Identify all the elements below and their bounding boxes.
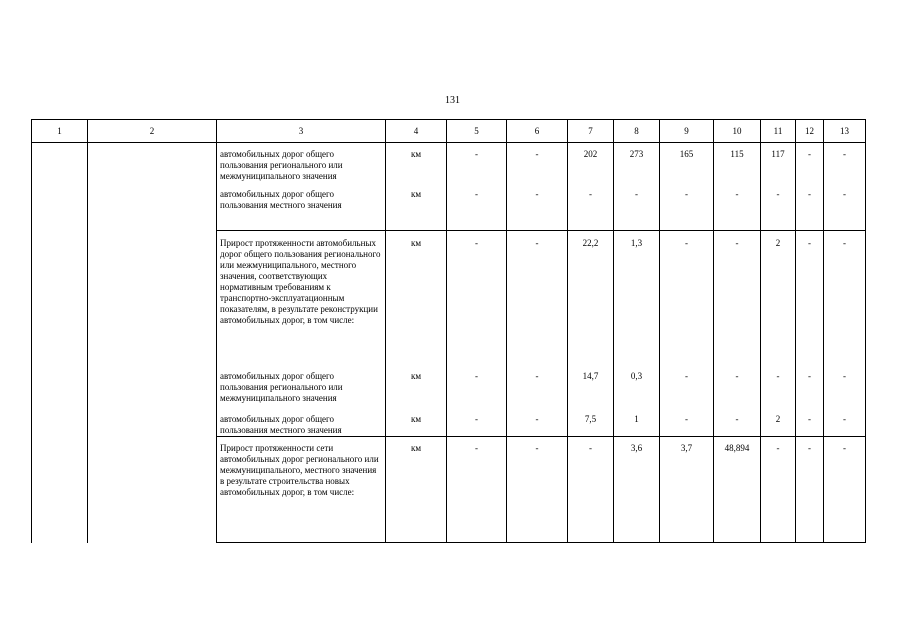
value-cell: 48,894	[714, 437, 761, 543]
col-header-2: 2	[88, 120, 217, 143]
value-cell: 273	[614, 143, 660, 190]
value-cell: 2	[761, 231, 796, 366]
value-cell: -	[714, 409, 761, 437]
value-cell: 1,3	[614, 231, 660, 366]
value-cell: -	[761, 437, 796, 543]
value-cell: -	[447, 409, 507, 437]
value-cell: -	[660, 409, 714, 437]
value-cell: -	[507, 189, 568, 231]
value-cell: -	[660, 189, 714, 231]
value-cell: -	[714, 231, 761, 366]
row-description: автомобильных дорог общего пользования регионального или межмуниципального значения	[217, 365, 386, 409]
value-cell: 14,7	[568, 365, 614, 409]
value-cell: -	[824, 231, 866, 366]
value-cell: -	[824, 409, 866, 437]
col-header-6: 6	[507, 120, 568, 143]
value-cell: 2	[761, 409, 796, 437]
value-cell: 202	[568, 143, 614, 190]
value-cell: -	[507, 231, 568, 366]
value-cell: -	[824, 365, 866, 409]
value-cell: -	[507, 365, 568, 409]
col-header-13: 13	[824, 120, 866, 143]
row-description: автомобильных дорог общего пользования регионального или межмуниципального значения	[217, 143, 386, 190]
value-cell: -	[796, 189, 824, 231]
value-cell: -	[796, 365, 824, 409]
col-header-4: 4	[386, 120, 447, 143]
cell-col1	[32, 143, 88, 543]
value-cell: -	[660, 231, 714, 366]
value-cell: -	[824, 143, 866, 190]
indicators-table	[31, 119, 866, 543]
col-header-8: 8	[614, 120, 660, 143]
col-header-11: 11	[761, 120, 796, 143]
value-cell: -	[447, 365, 507, 409]
table-row	[32, 143, 866, 190]
value-cell: -	[614, 189, 660, 231]
value-cell: -	[447, 437, 507, 543]
row-description: Прирост протяженности сети автомобильных дорог регионального или межмуниципального, местного значения в результате строительства новых автомобильных дорог, в том числе:	[217, 437, 386, 543]
value-cell: -	[714, 189, 761, 231]
unit-cell: км	[386, 231, 447, 366]
value-cell: 117	[761, 143, 796, 190]
row-description: автомобильных дорог общего пользования местного значения	[217, 409, 386, 437]
value-cell: -	[796, 409, 824, 437]
value-cell: -	[824, 437, 866, 543]
value-cell: 165	[660, 143, 714, 190]
value-cell: -	[796, 143, 824, 190]
value-cell: -	[761, 189, 796, 231]
col-header-7: 7	[568, 120, 614, 143]
value-cell: 0,3	[614, 365, 660, 409]
row-description: автомобильных дорог общего пользования местного значения	[217, 189, 386, 231]
col-header-12: 12	[796, 120, 824, 143]
value-cell: -	[447, 143, 507, 190]
value-cell: -	[568, 189, 614, 231]
value-cell: 22,2	[568, 231, 614, 366]
col-header-9: 9	[660, 120, 714, 143]
value-cell: -	[660, 365, 714, 409]
col-header-3: 3	[217, 120, 386, 143]
value-cell: 3,6	[614, 437, 660, 543]
value-cell: 1	[614, 409, 660, 437]
value-cell: 7,5	[568, 409, 614, 437]
col-header-1: 1	[32, 120, 88, 143]
value-cell: -	[568, 437, 614, 543]
value-cell: -	[714, 365, 761, 409]
value-cell: -	[507, 143, 568, 190]
value-cell: -	[796, 437, 824, 543]
page-number: 131	[445, 95, 460, 106]
unit-cell: км	[386, 437, 447, 543]
col-header-10: 10	[714, 120, 761, 143]
unit-cell: км	[386, 409, 447, 437]
row-description: Прирост протяженности автомобильных дорог общего пользования регионального или межмуниципального, местного значения, соответствующих нормативным требованиям к транспортно-эксплуатационным показателям, в результате реконструкции автомобильных дорог, в том числе:	[217, 231, 386, 366]
value-cell: 3,7	[660, 437, 714, 543]
value-cell: -	[761, 365, 796, 409]
header-row	[32, 120, 866, 143]
value-cell: 115	[714, 143, 761, 190]
unit-cell: км	[386, 365, 447, 409]
col-header-5: 5	[447, 120, 507, 143]
value-cell: -	[796, 231, 824, 366]
value-cell: -	[824, 189, 866, 231]
value-cell: -	[507, 437, 568, 543]
value-cell: -	[507, 409, 568, 437]
value-cell: -	[447, 189, 507, 231]
unit-cell: км	[386, 143, 447, 190]
value-cell: -	[447, 231, 507, 366]
cell-col2	[88, 143, 217, 543]
unit-cell: км	[386, 189, 447, 231]
